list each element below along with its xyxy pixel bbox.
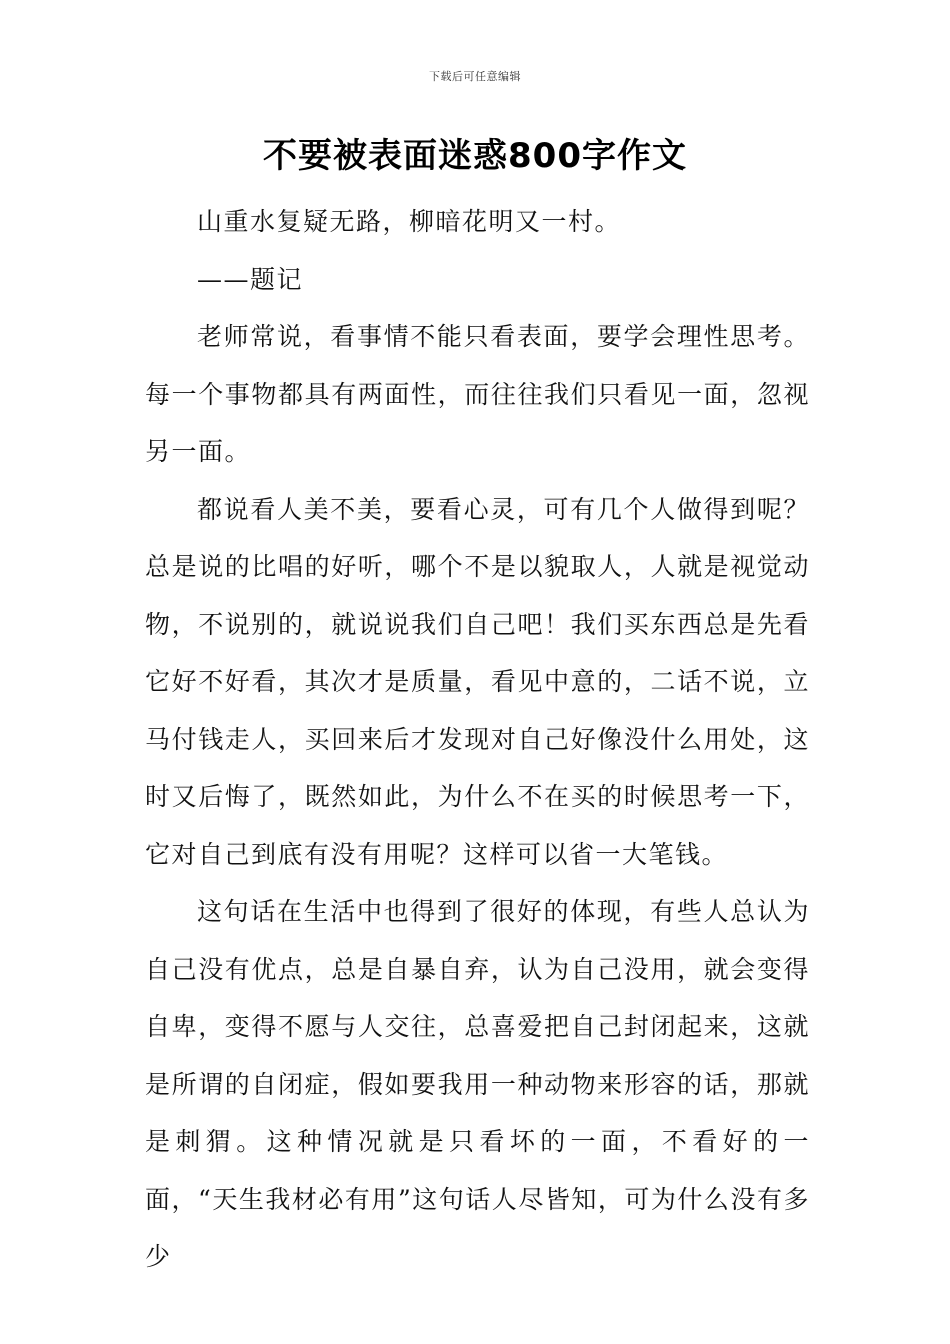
epigraph-attribution: ——题记 — [197, 264, 304, 294]
document-body — [145, 193, 810, 1286]
document-title: 不要被表面迷惑800字作文 — [263, 136, 687, 176]
header-note: 下载后可任意编辑 — [429, 70, 521, 83]
body-paragraph: 都说看人美不美，要看心灵，可有几个人做得到呢？总是说的比唱的好听，哪个不是以貌取人，人就是视觉动物，不说别的，就说说我们自己吧！我们买东西总是先看它好不好看，其次才是质量，看见中意的，二话不说，立马付钱走人，买回来后才发现对自己好像没什么用处，这时又后悔了，既然如此，为什么不在买的时候思考一下，它对自己到底有没有用呢？这样可以省一大笔钱。 — [145, 494, 810, 869]
body-paragraph: 这句话在生活中也得到了很好的体现，有些人总认为自己没有优点，总是自暴自弃，认为自己没用，就会变得自卑，变得不愿与人交往，总喜爱把自己封闭起来，这就是所谓的自闭症，假如要我用一种动物来形容的话，那就是刺猬。这种情况就是只看坏的一面，不看好的一面，“天生我材必有用”这句话人尽皆知，可为什么没有多少 — [145, 897, 810, 1271]
body-paragraph: 老师常说，看事情不能只看表面，要学会理性思考。每一个事物都具有两面性，而往往我们只看见一面，忽视另一面。 — [145, 322, 810, 466]
epigraph-line: 山重水复疑无路，柳暗花明又一村。 — [197, 207, 622, 236]
